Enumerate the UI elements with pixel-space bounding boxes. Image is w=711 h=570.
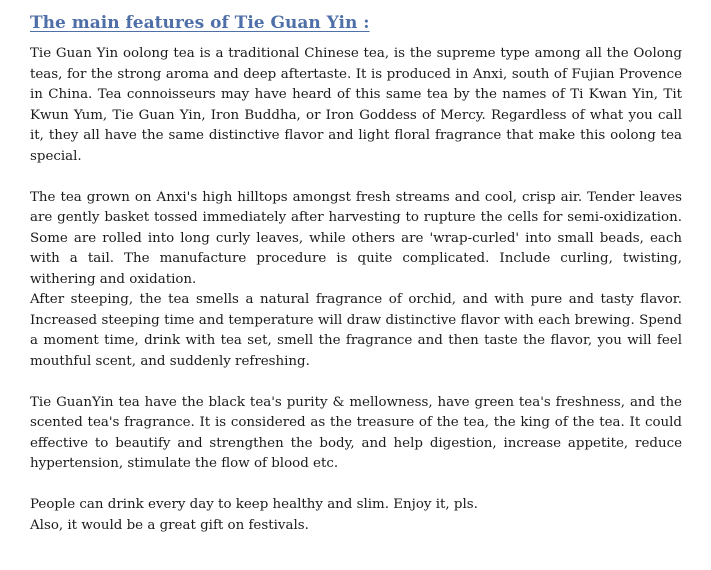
page-title: The main features of Tie Guan Yin :: [30, 13, 370, 33]
paragraph-growing: The tea grown on Anxi's high hilltops amongst fresh streams and cool, crisp air. Tender leaves are gently basket tossed immediately after harvesting to rupture the cells for semi-oxidization. Some are rolled into long curly leaves, while others are 'wrap-curled' into small beads, each with a tail. The manufacture procedure is quite complicated. Include curling, twisting, withering and oxidation.: [30, 189, 682, 287]
paragraph-steeping: After steeping, the tea smells a natural fragrance of orchid, and with pure and tasty flavor. Increased steeping time and temperature will draw distinctive flavor with each brewing. Spend a moment time, drink with tea set, smell the fragrance and then taste the flavor, you will feel mouthful scent, and suddenly refreshing.: [30, 292, 682, 369]
paragraph-intro: Tie Guan Yin oolong tea is a traditional Chinese tea, is the supreme type among all the Oolong teas, for the strong aroma and deep aftertaste. It is produced in Anxi, south of Fujian Provence in China. Tea connoisseurs may have heard of this same tea by the names of Ti Kwan Yin, Tit Kwun Yum, Tie Guan Yin, Iron Buddha, or Iron Goddess of Mercy. Regardless of what you call it, they all have the same distinctive flavor and light floral fragrance that make this oolong tea special.: [30, 46, 682, 164]
document-body: [30, 10, 682, 536]
paragraph-health: People can drink every day to keep healthy and slim. Enjoy it, pls.: [30, 497, 478, 512]
paragraph-gift: Also, it would be a great gift on festivals.: [30, 517, 309, 533]
paragraph-benefits: Tie GuanYin tea have the black tea's purity & mellowness, have green tea's freshness, and the scented tea's fragrance. It is considered as the treasure of the tea, the king of the tea. It could effective to beautify and strengthen the body, and help digestion, increase appetite, reduce hypertension, stimulate the flow of blood etc.: [30, 394, 682, 471]
